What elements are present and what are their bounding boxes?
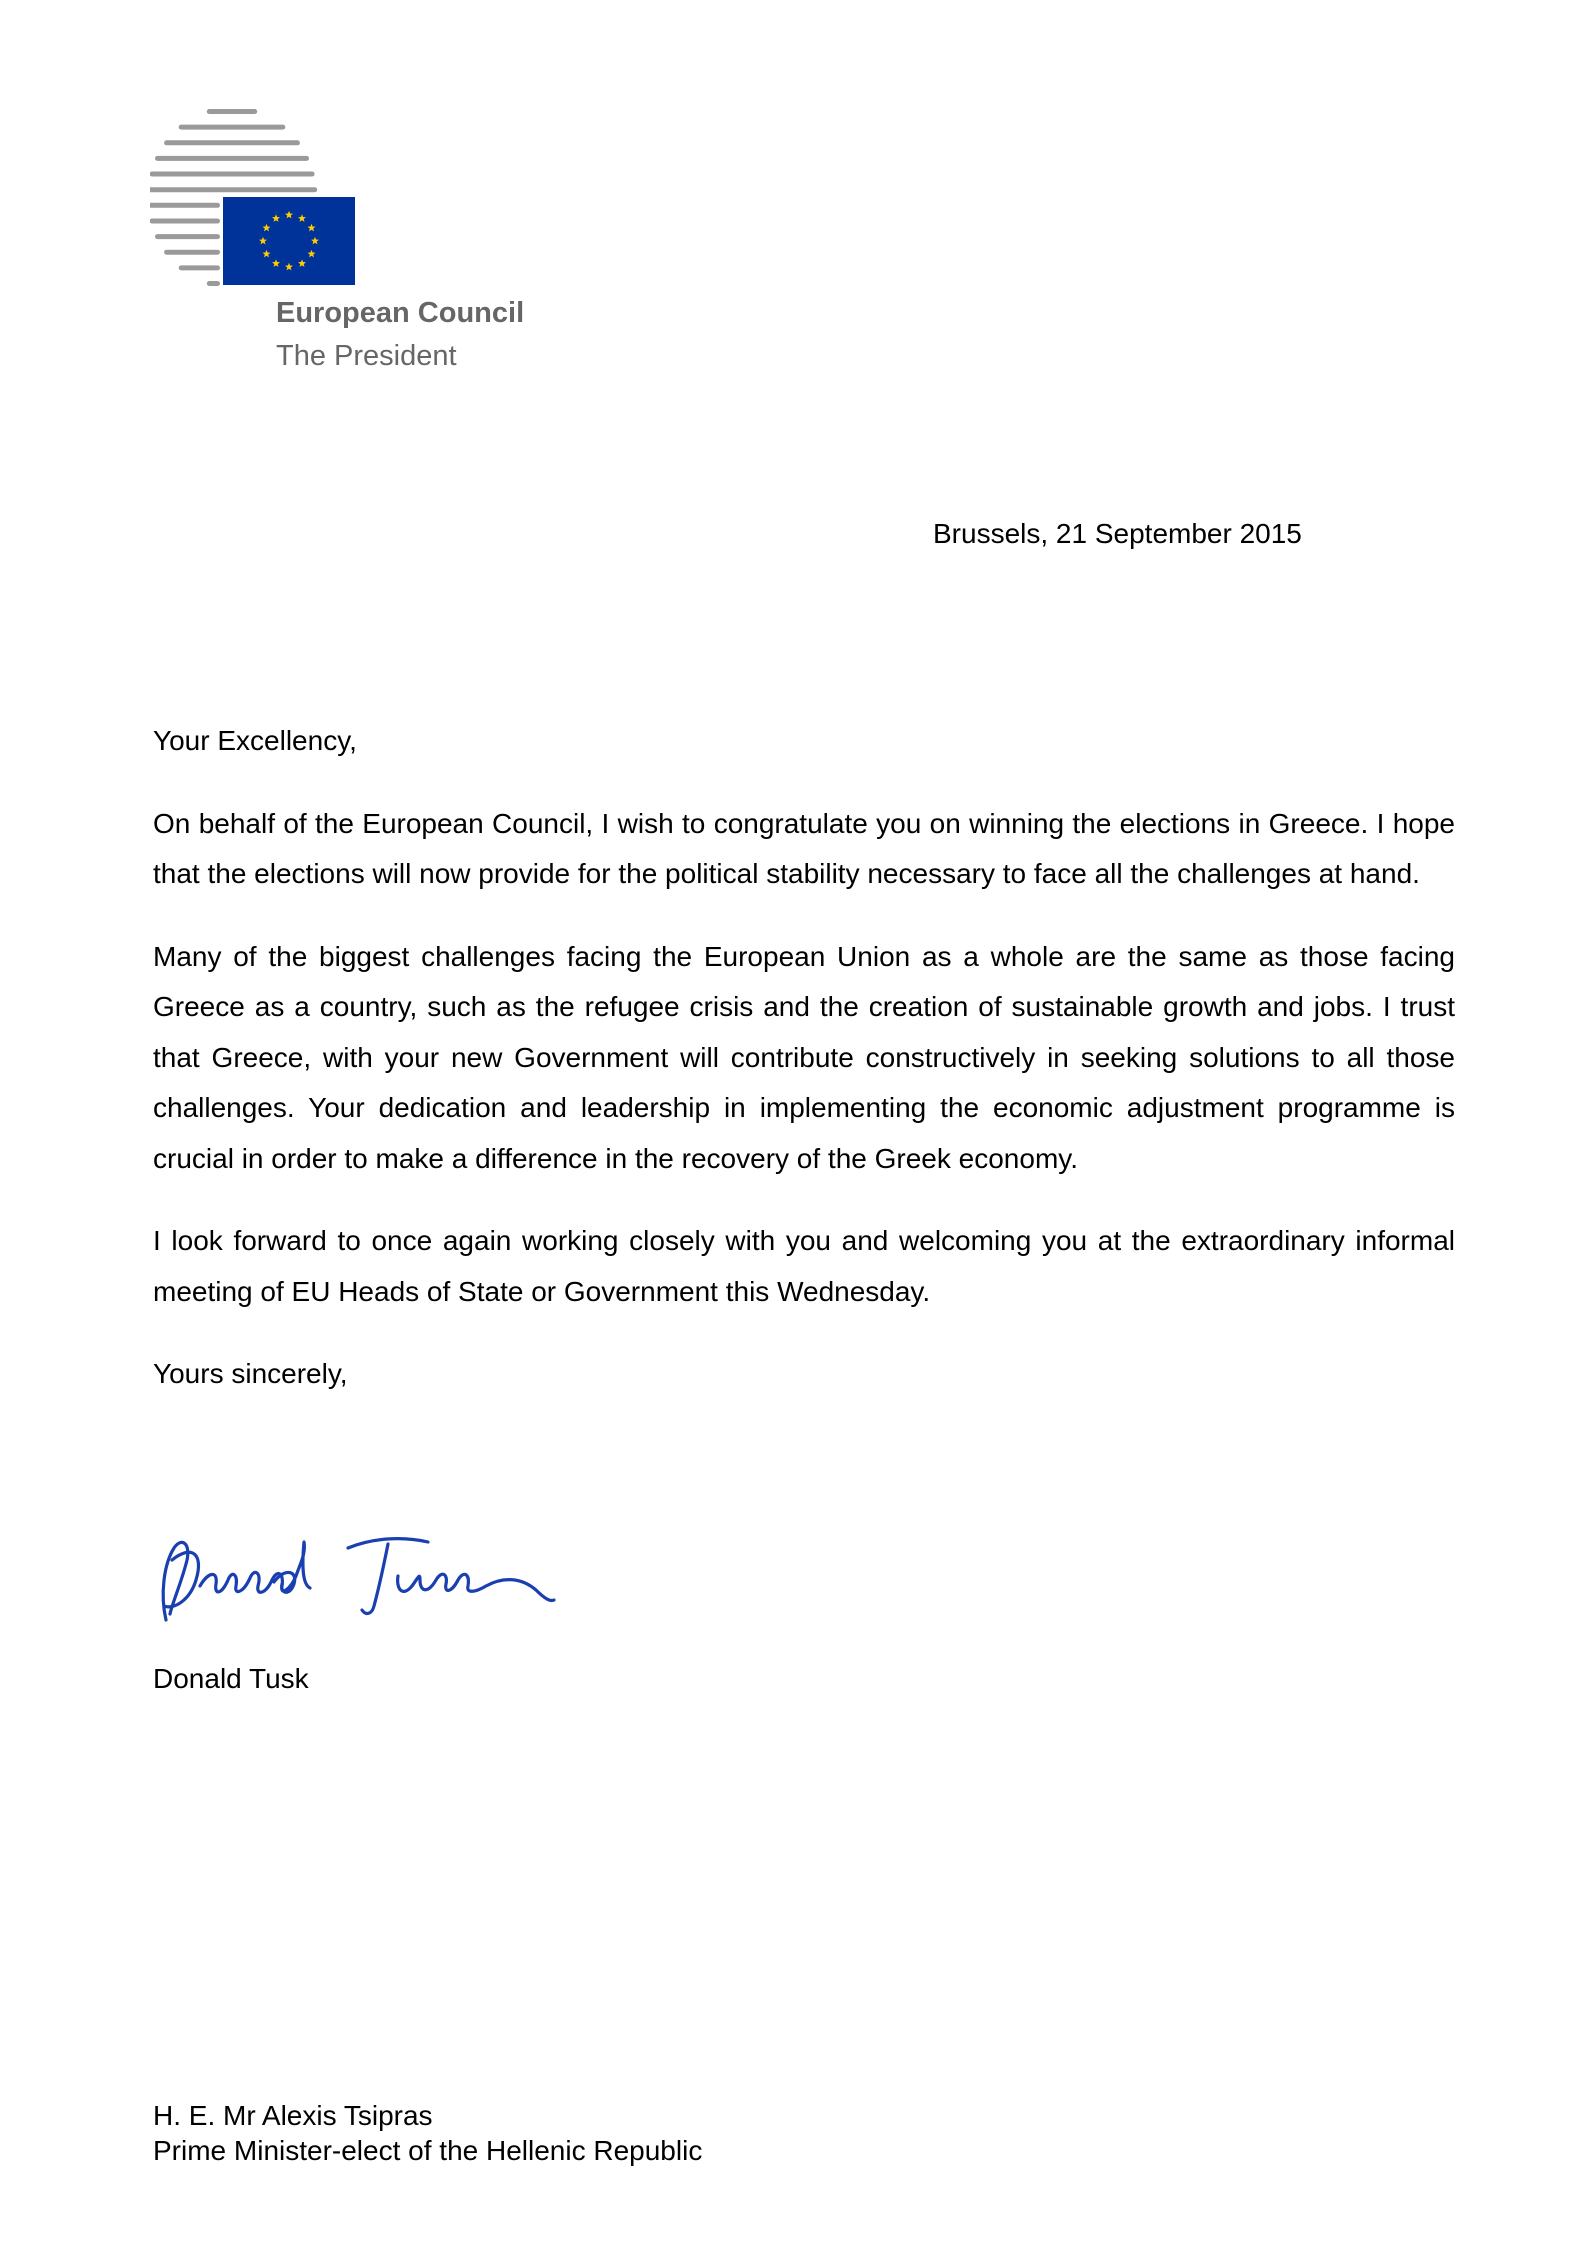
paragraph-1: On behalf of the European Council, I wish to congratulate you on winning the elections in Greece. I hope that the elections will now provide for the political stability necessary to face all the challenges at hand. [153, 807, 1455, 889]
eu-flag [223, 197, 355, 285]
addressee-block [153, 2098, 702, 2168]
logo-line [150, 219, 220, 224]
logo-line [207, 281, 220, 286]
european-council-logo [150, 108, 360, 288]
logo-line [155, 234, 220, 239]
addressee-title: Prime Minister-elect of the Hellenic Republic [153, 2135, 703, 2166]
letterhead [276, 292, 524, 378]
logo-line [179, 265, 220, 270]
paragraph-2: Many of the biggest challenges facing the European Union as a whole are the same as those facing Greece as a country, such as the refugee crisis and the creation of sustainable growth and jobs. I trust that Greece, with your new Government will contribute constructively in seeking solutions to all those challenges. Your dedication and leadership in implementing the economic adjustment programme is crucial in order to make a difference in the recovery of the Greek economy. [153, 940, 1455, 1174]
logo-line [155, 156, 309, 161]
logo-line [150, 172, 315, 177]
office-title: The President [276, 340, 457, 372]
addressee-name: H. E. Mr Alexis Tsipras [153, 2100, 433, 2131]
organization-name: European Council [276, 297, 525, 329]
logo-line [150, 187, 317, 192]
letter-body [153, 716, 1455, 1400]
handwritten-signature [152, 1524, 562, 1630]
date-line: Brussels, 21 September 2015 [933, 518, 1302, 549]
logo-line [179, 125, 286, 130]
closing: Yours sincerely, [153, 1358, 348, 1389]
logo-line [164, 250, 220, 255]
logo-line [207, 109, 257, 114]
paragraph-3: I look forward to once again working closely with you and welcoming you at the extraordinary informal meeting of EU Heads of State or Government this Wednesday. [153, 1225, 1455, 1307]
logo-line [150, 203, 220, 208]
logo-line [164, 140, 300, 145]
signer-name: Donald Tusk [153, 1663, 309, 1694]
salutation: Your Excellency, [153, 725, 357, 756]
